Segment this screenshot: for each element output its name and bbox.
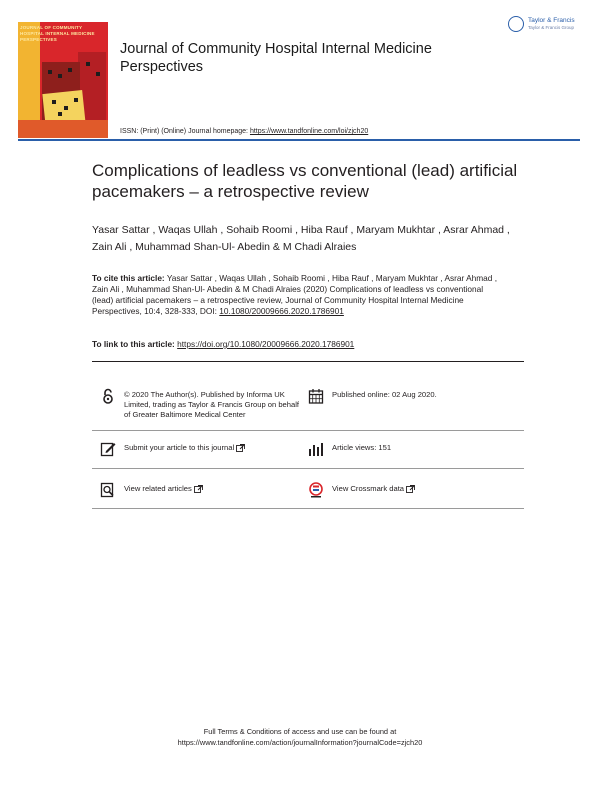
external-link-icon [194,485,203,493]
footer-terms-text: Full Terms & Conditions of access and use can be found at [203,727,397,736]
open-access-icon [100,388,116,404]
external-link-icon [406,485,415,493]
external-link-icon [236,444,245,452]
citation-label: To cite this article: [92,273,165,283]
publisher-logo-group: Taylor & Francis Group [528,25,575,30]
search-document-icon [100,482,116,498]
submit-article-cell[interactable] [100,441,300,461]
journal-cover-image [18,22,108,138]
issn-line [120,128,368,135]
license-cell [100,388,300,428]
license-text: © 2020 The Author(s). Published by Informa UK Limited, trading as Taylor & Francis Group on behalf of Greater Baltimore Medical Center [124,390,300,419]
crossmark-icon [308,482,324,498]
author-list: Yasar Sattar , Waqas Ullah , Sohaib Roomi , Hiba Rauf , Maryam Mukhtar , Asrar Ahmad , Zain Ali , Muhammad Shan-Ul- Abedin & M Chadi Alraies [92,224,510,253]
meta-divider [92,430,524,431]
citation-text: Yasar Sattar , Waqas Ullah , Sohaib Roomi , Hiba Rauf , Maryam Mukhtar , Asrar Ahmad , Zain Ali , Muhammad Shan-Ul- Abedin & M Chadi Alraies (2020) Complications of leadless vs conventional (lead) artificial pacemakers – a retrospective review, Journal of Community Hospital Internal Medicine Perspectives, 10:4, 328-333, DOI: [92,273,498,316]
bar-chart-icon [308,441,324,457]
citation-block [92,273,502,317]
calendar-icon [308,388,324,404]
published-date: Published online: 02 Aug 2020. [332,390,437,399]
crossmark-cell[interactable] [308,482,518,502]
article-link-label: To link to this article: [92,339,175,349]
cover-title: JOURNAL OF COMMUNITY HOSPITAL INTERNAL MEDICINE PERSPECTIVES [20,25,95,42]
issn-label: ISSN: (Print) (Online) Journal homepage: [120,128,248,135]
footer [0,726,600,748]
journal-homepage-link[interactable]: https://www.tandfonline.com/loi/zjch20 [249,128,369,135]
journal-title: Journal of Community Hospital Internal Medicine Perspectives [120,41,432,75]
citation-doi-link[interactable]: 10.1080/20009666.2020.1786901 [219,306,344,316]
article-title: Complications of leadless vs conventional (lead) artificial pacemakers – a retrospective review [92,161,518,201]
article-views: Article views: 151 [332,443,392,452]
related-articles-link[interactable]: View related articles [124,484,192,493]
submit-article-link[interactable]: Submit your article to this journal [124,443,235,452]
publisher-logo-icon [508,16,524,32]
article-doi-link[interactable]: https://doi.org/10.1080/20009666.2020.1786901 [177,339,355,349]
article-link-line [92,339,354,349]
meta-divider [92,468,524,469]
published-cell [308,388,518,408]
header-divider [18,139,580,141]
article-views-cell [308,441,518,461]
publisher-logo [508,14,586,38]
crossmark-link[interactable]: View Crossmark data [332,484,405,493]
footer-terms-link[interactable]: https://www.tandfonline.com/action/journalInformation?journalCode=zjch20 [177,738,423,747]
meta-divider [92,508,524,509]
related-articles-cell[interactable] [100,482,300,502]
edit-icon [100,441,116,457]
publisher-logo-name: Taylor & Francis [528,17,575,24]
meta-top-divider [92,361,524,362]
